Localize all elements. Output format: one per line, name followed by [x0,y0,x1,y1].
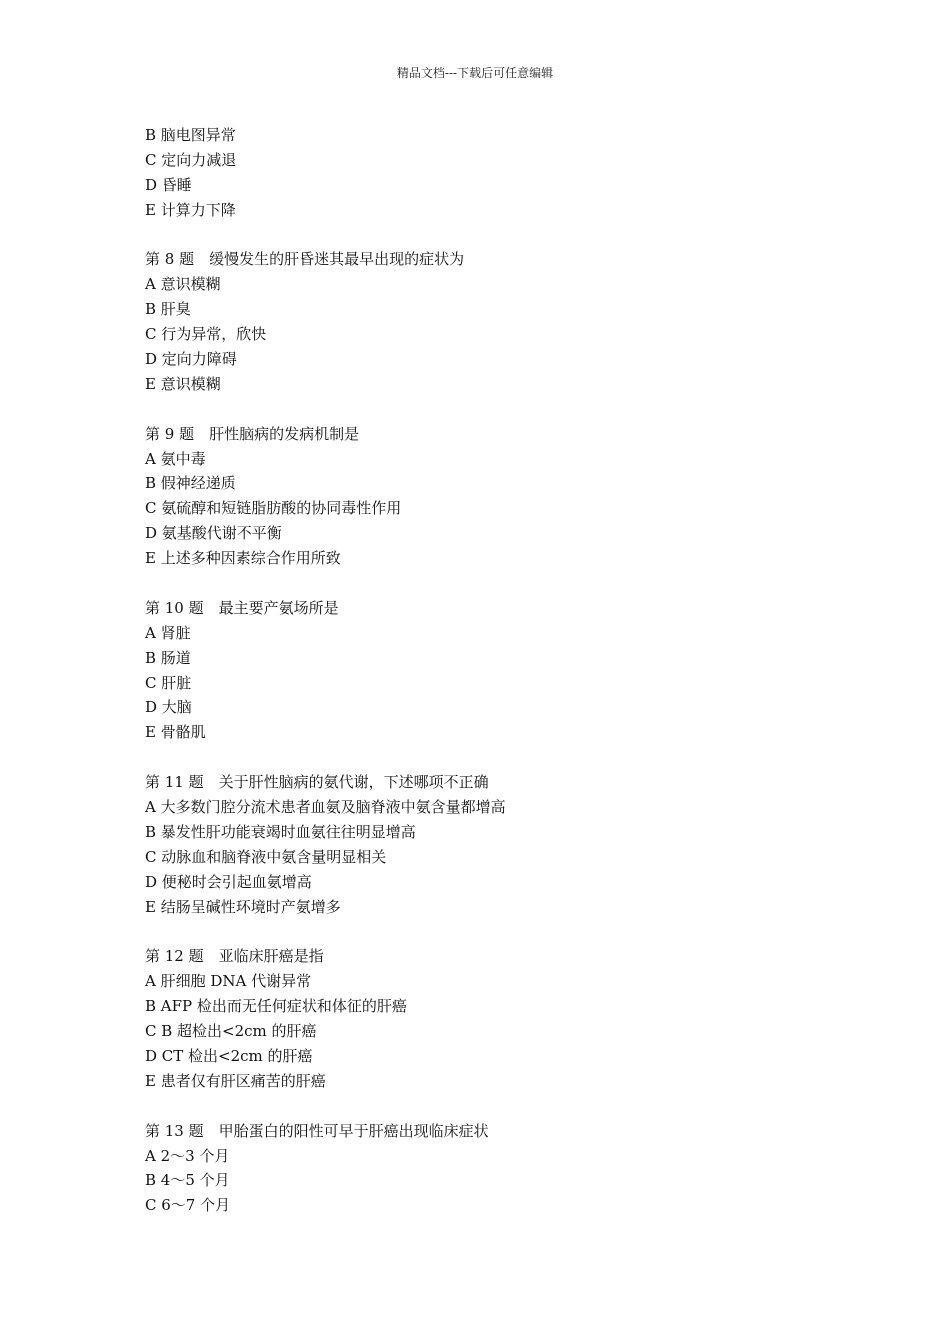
document-body [145,123,865,1218]
option: D 昏睡 [145,175,192,194]
question-9 [145,422,865,571]
option: A 肾脏 [145,623,191,642]
option: E 计算力下降 [145,200,236,219]
option: A 肝细胞 DNA 代谢异常 [145,972,312,991]
question-title: 第 13 题 甲胎蛋白的阳性可早于肝癌出现临床症状 [145,1121,489,1140]
option: B 假神经递质 [145,474,236,493]
option: B 4～5 个月 [145,1171,230,1190]
question-title: 第 8 题 缓慢发生的肝昏迷其最早出现的症状为 [145,250,465,269]
option: D CT 检出<2cm 的肝癌 [145,1046,313,1065]
page-header: 精品文档---下载后可任意编辑 [396,66,554,80]
option: C 定向力减退 [145,150,237,169]
question-title: 第 10 题 最主要产氨场所是 [145,598,339,617]
option: B 肠道 [145,648,191,667]
option: C B 超检出<2cm 的肝癌 [145,1022,317,1041]
option: B 暴发性肝功能衰竭时血氨往往明显增高 [145,822,416,841]
option: E 患者仅有肝区痛苦的肝癌 [145,1071,326,1090]
option: D 大脑 [145,698,192,717]
option: C 动脉血和脑脊液中氨含量明显相关 [145,847,387,866]
option: D 氨基酸代谢不平衡 [145,524,282,543]
question-title: 第 11 题 关于肝性脑病的氨代谢，下述哪项不正确 [145,773,489,792]
question-title: 第 9 题 肝性脑病的发病机制是 [145,424,360,443]
option: A 大多数门腔分流术患者血氨及脑脊液中氨含量都增高 [145,798,506,817]
question-11 [145,770,865,919]
option: D 定向力障碍 [145,350,237,369]
question-10 [145,596,865,745]
option: D 便秘时会引起血氨增高 [145,872,312,891]
option: B AFP 检出而无任何症状和体征的肝癌 [145,997,407,1016]
question-12 [145,944,865,1093]
option: E 骨骼肌 [145,723,206,742]
question-13 [145,1119,865,1219]
option: A 2～3 个月 [145,1146,230,1165]
option: E 结肠呈碱性环境时产氨增多 [145,897,341,916]
option: E 上述多种因素综合作用所致 [145,549,341,568]
option: B 肝臭 [145,300,191,319]
question-title: 第 12 题 亚临床肝癌是指 [145,947,324,966]
option: E 意识模糊 [145,374,221,393]
option: C 行为异常，欣快 [145,325,267,344]
option: C 6～7 个月 [145,1196,231,1215]
option: C 氨硫醇和短链脂肪酸的协同毒性作用 [145,499,402,518]
option: B 脑电图异常 [145,126,236,144]
option: C 肝脏 [145,673,192,692]
leading-options [145,123,865,223]
option: A 氨中毒 [145,449,206,468]
question-8 [145,247,865,396]
option: A 意识模糊 [145,275,221,294]
